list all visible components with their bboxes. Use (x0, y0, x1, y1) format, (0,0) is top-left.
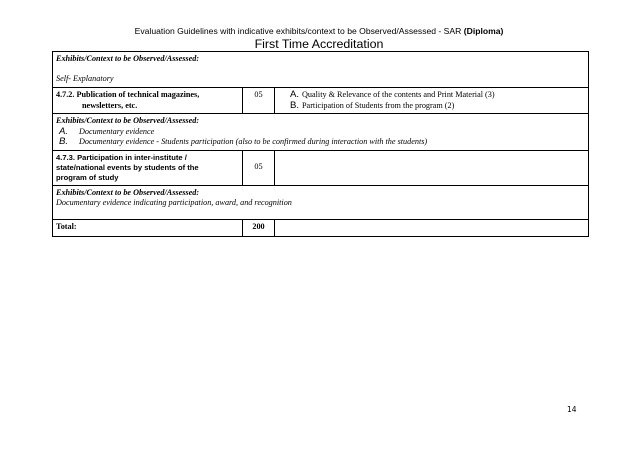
exhibits-text: Documentary evidence indicating participation, award, and recognition (56, 198, 292, 207)
header-title: Evaluation Guidelines with indicative exhibits/context to be Observed/Assessed - SAR (134, 26, 462, 36)
criterion-title-line1: 4.7.2. Publication of technical magazines, (56, 90, 200, 99)
total-row (53, 219, 589, 236)
criterion-row-473 (53, 150, 589, 185)
criterion-item-b (278, 101, 585, 112)
item-text: Quality & Relevance of the contents and Print Material (3) (302, 90, 495, 99)
exhibits-row-2 (53, 114, 589, 151)
item-letter: A. (59, 125, 69, 137)
document-header-line2: First Time Accreditation (254, 37, 384, 51)
item-letter: B. (290, 99, 300, 111)
exhibits-row-1 (53, 52, 589, 88)
document-header-line1 (0, 26, 638, 37)
header-title-bold: (Diploma) (463, 26, 504, 36)
total-marks: 200 (243, 219, 275, 236)
criterion-title-line1: 4.7.3. Participation in inter-institute / (56, 152, 187, 162)
item-text: Participation of Students from the program (2) (302, 100, 455, 110)
exhibits-heading: Exhibits/Context to be Observed/Assessed: (56, 116, 200, 125)
evaluation-table (52, 51, 589, 237)
item-text: Documentary evidence - Students participation (also to be confirmed during interaction with the students) (79, 137, 428, 146)
criterion-title-line2: state/national events by students of the (56, 162, 199, 172)
exhibits-text: Self- Explanatory (56, 73, 114, 83)
item-text: Documentary evidence (79, 126, 155, 136)
item-letter: A. (290, 89, 300, 100)
total-label: Total: (53, 219, 243, 236)
exhibits-row-3 (53, 185, 589, 219)
exhibits-item-a (56, 127, 585, 138)
criterion-marks: 05 (243, 150, 275, 185)
exhibits-heading: Exhibits/Context to be Observed/Assessed: (56, 187, 200, 197)
criterion-row-472 (53, 88, 589, 114)
exhibits-heading: Exhibits/Context to be Observed/Assessed: (56, 54, 200, 63)
criterion-title-line3: program of study (56, 172, 119, 182)
page-number: 14 (567, 405, 577, 414)
exhibits-item-b (56, 137, 585, 148)
item-letter: B. (59, 136, 69, 147)
criterion-title-line2: newsletters, etc. (82, 100, 138, 110)
criterion-item-a (278, 90, 585, 101)
criterion-marks: 05 (243, 88, 275, 114)
